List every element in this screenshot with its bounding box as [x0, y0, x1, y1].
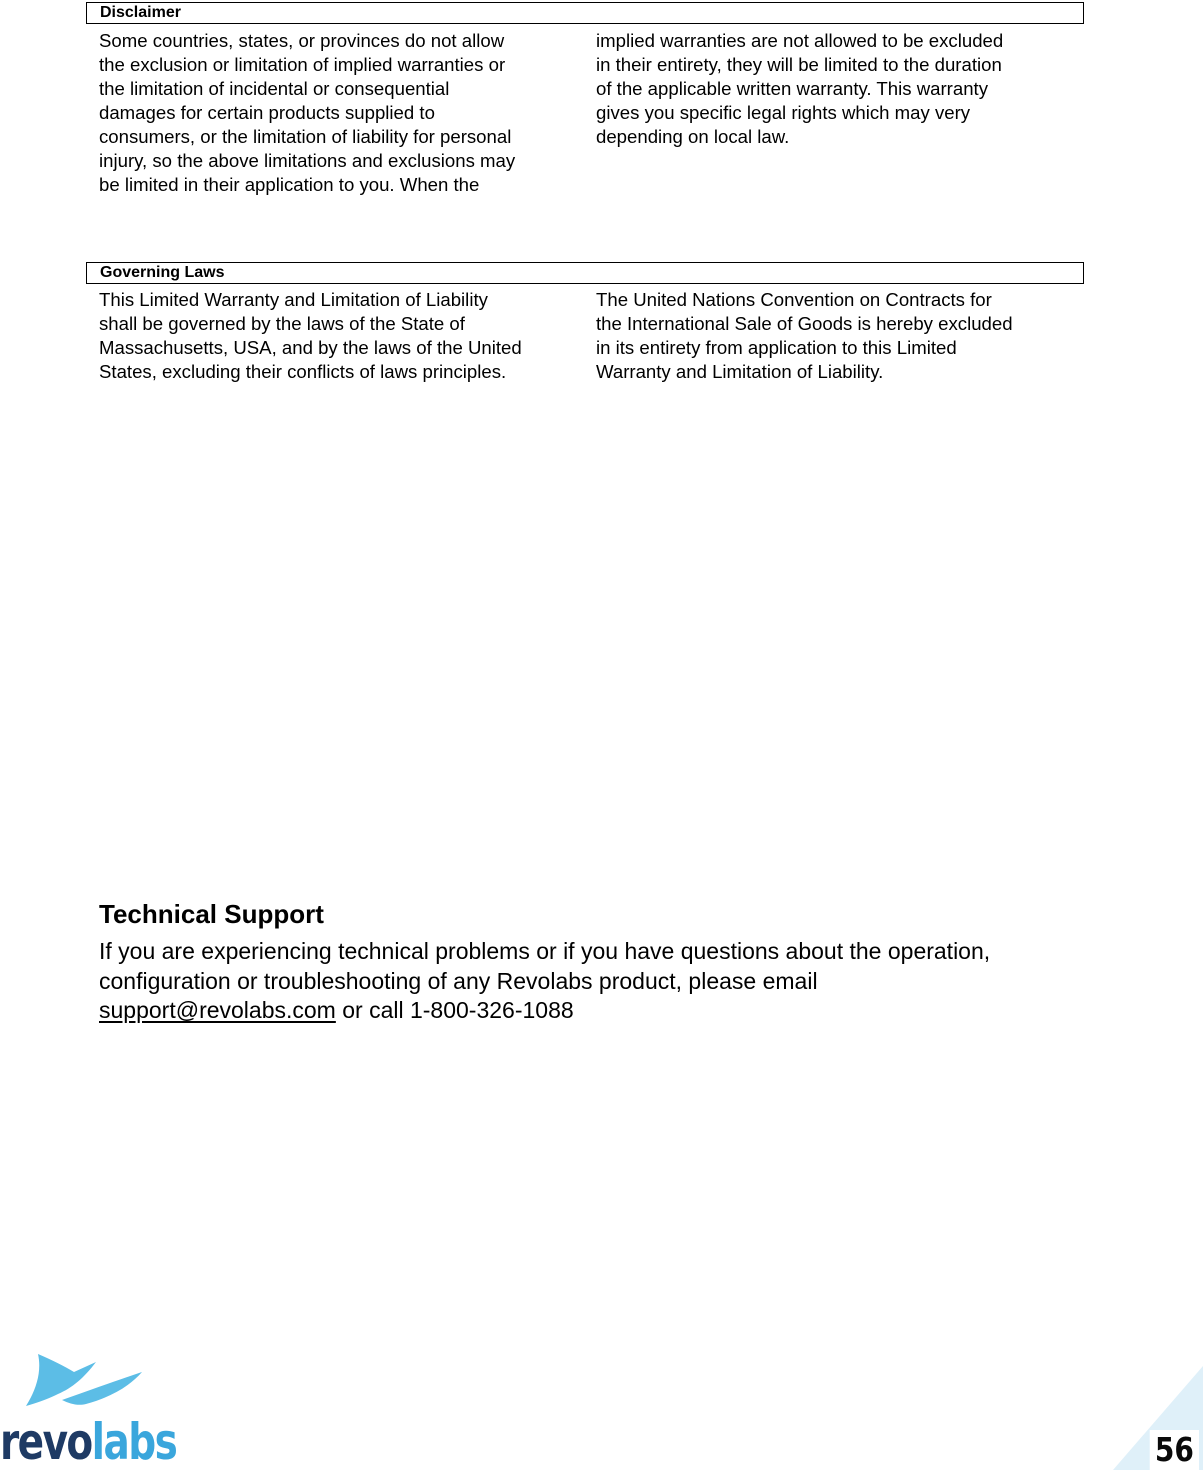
brand-labs: labs — [91, 1413, 177, 1471]
support-email-link[interactable]: support@revolabs.com — [99, 997, 336, 1023]
support-phone-text: or call 1-800-326-1088 — [335, 997, 574, 1023]
governing-laws-left-text: This Limited Warranty and Limitation of Liability shall be governed by the laws of the State of Massachusetts, USA, and by the laws of the United States, excluding their conflicts of laws principles. — [99, 289, 522, 382]
brand-wordmark — [0, 1414, 176, 1470]
technical-support-body — [99, 937, 1099, 1026]
technical-support-line-3 — [99, 996, 1099, 1026]
brand-revo: revo — [0, 1413, 92, 1471]
governing-laws-right-text: The United Nations Convention on Contracts for the International Sale of Goods is hereby excluded in its entirety from application to this Limited Warranty and Limitation of Liability. — [596, 289, 1013, 382]
governing-laws-header: Governing Laws — [86, 262, 1084, 284]
disclaimer-right-text: implied warranties are not allowed to be excluded in their entirety, they will be limited to the duration of the applicable written warranty. This warranty gives you specific legal rights which may very depending on local law. — [596, 30, 1004, 147]
technical-support-title: Technical Support — [99, 899, 324, 929]
disclaimer-left-text: Some countries, states, or provinces do not allow the exclusion or limitation of implied warranties or the limitation of incidental or consequential damages for certain products supplied to consumers, or the limitation of liability for personal injury, so the above limitations and exclusions may be limited in their application to you. When the — [99, 30, 516, 195]
disclaimer-header: Disclaimer — [86, 2, 1084, 24]
technical-support-line-2: configuration or troubleshooting of any Revolabs product, please email — [99, 967, 818, 994]
page-number: 56 — [1150, 1430, 1199, 1470]
technical-support-line-1: If you are experiencing technical problems or if you have questions about the operation, — [99, 938, 991, 964]
